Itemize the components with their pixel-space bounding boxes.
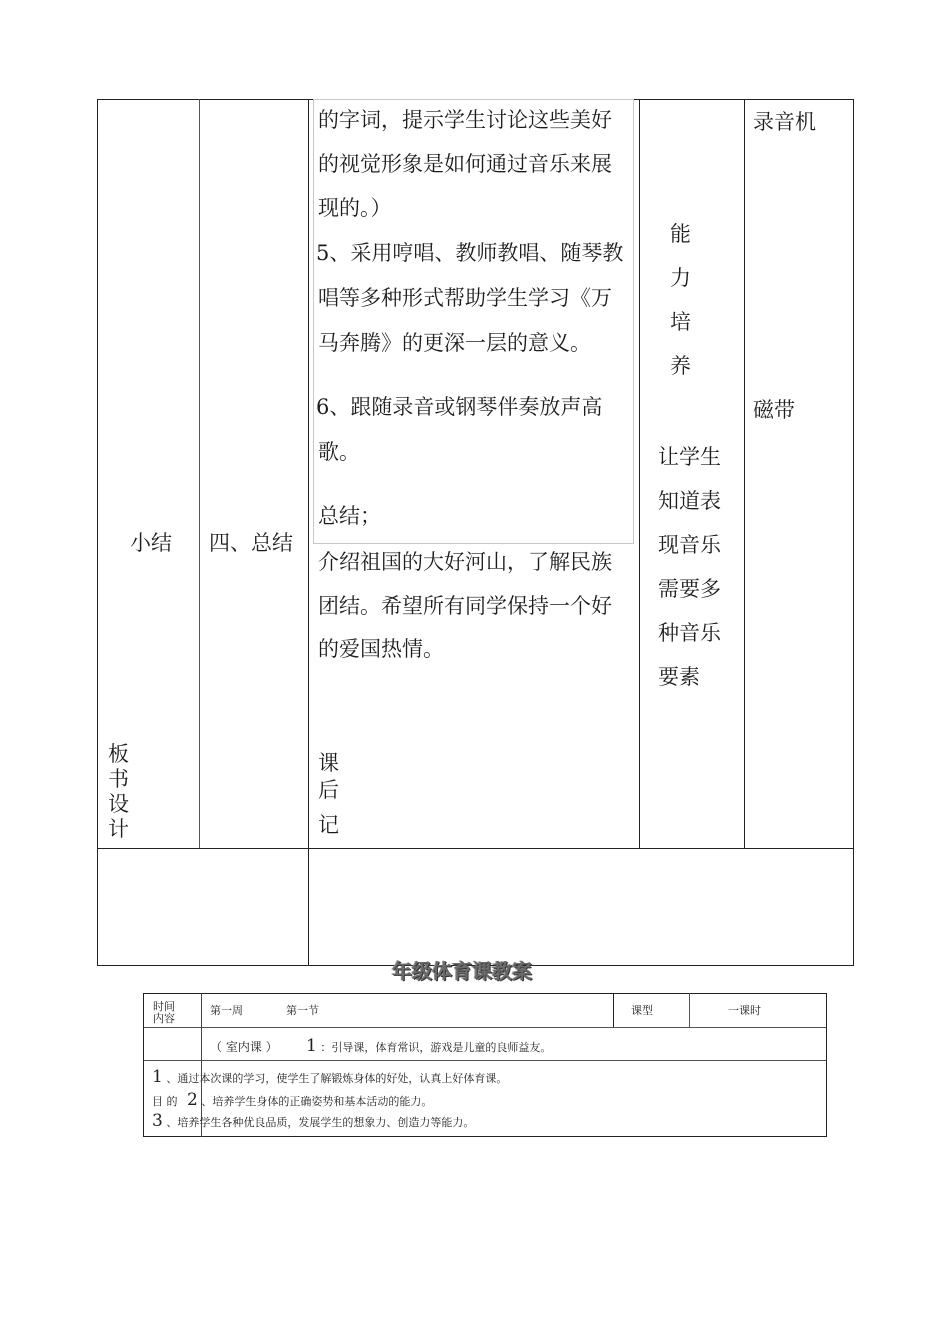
content-line: 歌。 bbox=[318, 440, 360, 464]
ability-line: 种音乐 bbox=[658, 621, 721, 645]
teaching-aid-recorder: 录音机 bbox=[753, 110, 816, 134]
ability-line: 要素 bbox=[658, 665, 700, 689]
lesson-type-label: 课型 bbox=[631, 1004, 653, 1017]
col-divider bbox=[613, 993, 614, 1027]
ability-line: 现音乐 bbox=[658, 533, 721, 557]
goal-item-1: 1 、通过本次课的学习，使学生了解锻炼身体的好处，认真上好体育课。 bbox=[152, 1067, 508, 1087]
table-border-left bbox=[97, 99, 98, 966]
goal-item-3: 3 、培养学生各种优良品质，发展学生的想象力、创造力等能力。 bbox=[152, 1111, 475, 1131]
lesson-type-value: 一课时 bbox=[728, 1004, 761, 1017]
content-line: 团结。希望所有同学保持一个好 bbox=[318, 594, 612, 618]
table-border-left bbox=[143, 993, 144, 1137]
row-divider bbox=[97, 848, 854, 849]
teaching-aid-tape: 磁带 bbox=[753, 398, 795, 422]
week-value: 第一周 bbox=[210, 1004, 243, 1017]
row-divider bbox=[143, 1060, 827, 1061]
table-border-top bbox=[143, 993, 827, 994]
board-design-label: 板 书 设 计 bbox=[108, 742, 129, 841]
time-content-label: 时间 内容 bbox=[153, 1000, 175, 1025]
goals-label: 目 的 bbox=[152, 1095, 178, 1108]
section-value: 第一节 bbox=[286, 1004, 319, 1017]
content-line: 马奔腾》的更深一层的意义。 bbox=[318, 331, 591, 355]
ability-line: 需要多 bbox=[658, 577, 721, 601]
row-divider bbox=[143, 1027, 827, 1028]
ability-line: 让学生 bbox=[658, 445, 721, 469]
after-class-notes-label: 课 后 记 bbox=[318, 751, 339, 837]
table-border-right bbox=[853, 99, 854, 966]
goal-item-2: 目 的 2 、培养学生身体的正确姿势和基本活动的能力。 bbox=[152, 1090, 433, 1110]
content-line: 的字词，提示学生讨论这些美好 bbox=[318, 108, 612, 132]
indoor-lesson-label: （ 室内课 ） bbox=[210, 1040, 278, 1054]
col-divider-5 bbox=[744, 99, 745, 848]
content-line: 现的。） bbox=[318, 196, 392, 220]
col-divider bbox=[689, 993, 690, 1027]
col-divider-4 bbox=[639, 99, 640, 848]
content-line: 唱等多种形式帮助学生学习《万 bbox=[318, 286, 612, 310]
content-row: 1 ：引导课，体育常识，游戏是儿童的良师益友。 bbox=[306, 1036, 552, 1056]
ability-line: 知道表 bbox=[658, 489, 721, 513]
content-line: 总结； bbox=[318, 504, 381, 528]
pe-lesson-plan-title: 年级体育课教案 bbox=[392, 959, 532, 983]
table-border-right bbox=[826, 993, 827, 1137]
content-line: 的爱国热情。 bbox=[318, 637, 444, 661]
conclusion-section-label: 四、总结 bbox=[209, 531, 293, 555]
table-border-bottom bbox=[143, 1136, 827, 1137]
summary-label: 小结 bbox=[130, 531, 172, 555]
col-divider-2 bbox=[199, 99, 200, 848]
content-line: 的视觉形象是如何通过音乐来展 bbox=[318, 152, 612, 176]
content-line: 介绍祖国的大好河山，了解民族 bbox=[318, 550, 612, 574]
content-line: 6、跟随录音或钢琴伴奏放声高 bbox=[316, 395, 603, 419]
ability-training-label: 能 力 培 养 bbox=[670, 222, 691, 378]
content-line: 5、采用哼唱、教师教唱、随琴教 bbox=[316, 241, 624, 265]
col-divider-3 bbox=[308, 99, 309, 966]
